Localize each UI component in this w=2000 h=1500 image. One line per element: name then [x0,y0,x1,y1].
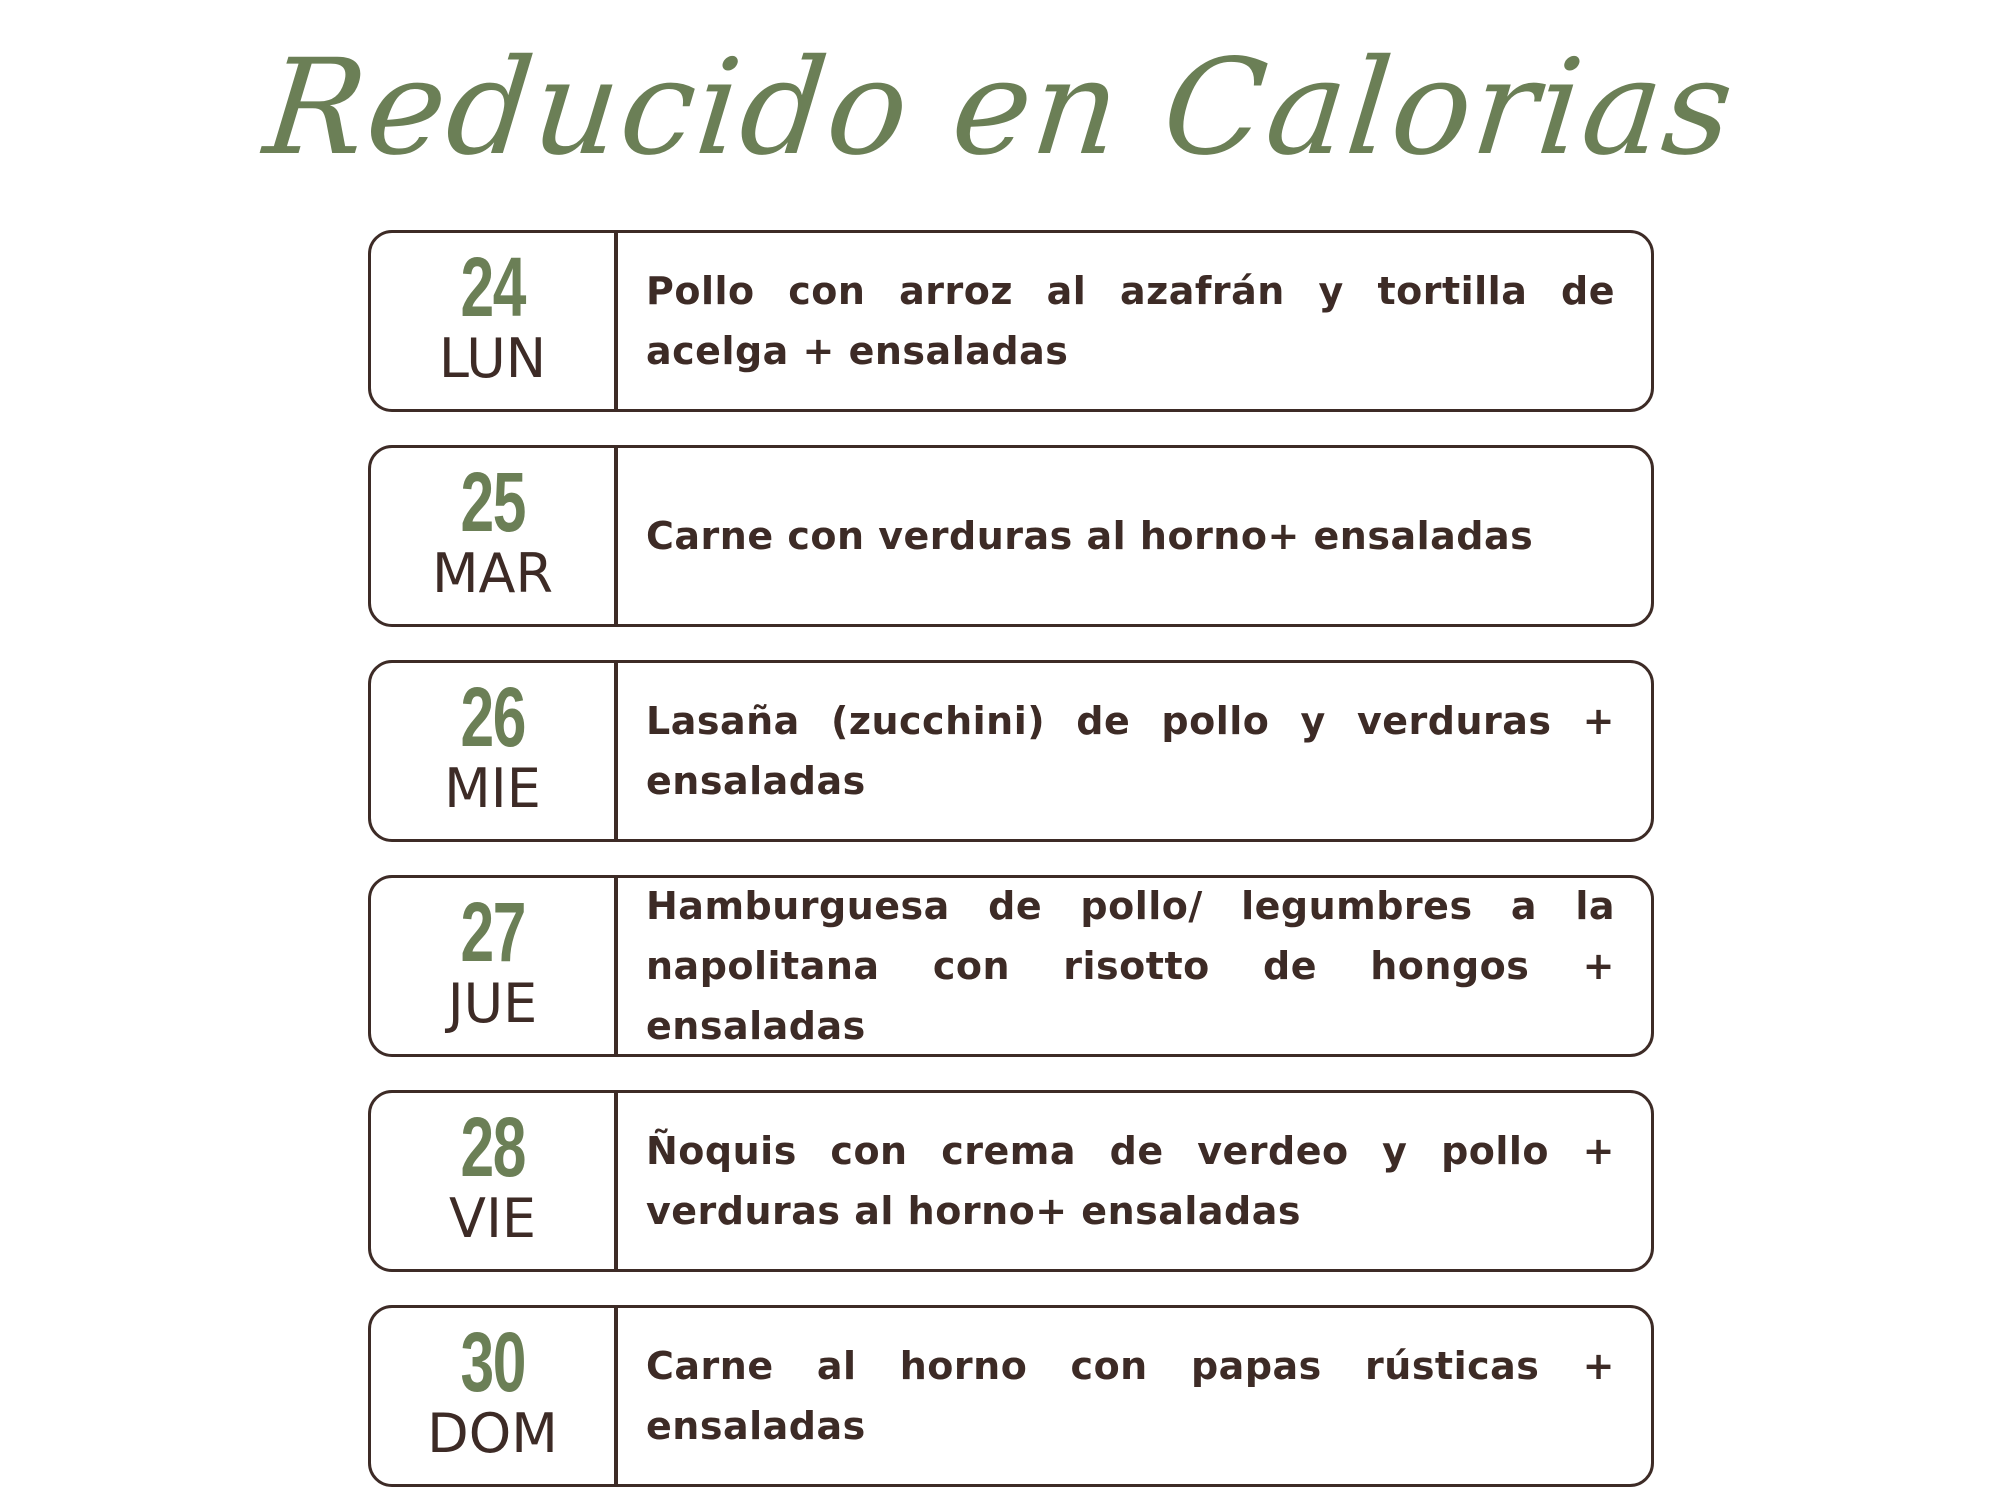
day-name: VIE [449,1187,536,1250]
meal-description: Ñoquis con crema de verdeo y pollo + verduras al horno+ ensaladas [646,1129,1615,1233]
day-name: MAR [431,542,554,605]
menu-row-dom [368,1305,1654,1487]
meal-cell [618,1093,1651,1269]
day-name: DOM [427,1402,558,1465]
meal-cell [618,448,1651,624]
date-cell [371,1308,618,1484]
date-cell [371,448,618,624]
menu-row-mar [368,445,1654,627]
day-number: 27 [460,885,525,979]
day-name: MIE [444,757,541,820]
day-number: 24 [460,240,525,334]
meal-cell [618,878,1651,1054]
menu-row-vie [368,1090,1654,1272]
day-name: JUE [447,972,538,1035]
menu-list [368,230,1654,1487]
date-cell [371,1093,618,1269]
date-cell [371,878,618,1054]
date-cell [371,233,618,409]
meal-description: Pollo con arroz al azafrán y tortilla de acelga + ensaladas [646,269,1615,373]
meal-cell [618,663,1651,839]
day-number: 25 [460,455,525,549]
page-title: Reducido en Calorias [258,31,1742,185]
day-name: LUN [438,327,547,390]
day-number: 30 [460,1315,525,1409]
date-cell [371,663,618,839]
menu-row-jue [368,875,1654,1057]
meal-cell [618,233,1651,409]
meal-description: Hamburguesa de pollo/ legumbres a la napolitana con risotto de hongos + ensaladas [646,884,1615,1048]
menu-row-lun [368,230,1654,412]
meal-cell [618,1308,1651,1484]
meal-description: Carne con verduras al horno+ ensaladas [646,514,1534,558]
day-number: 26 [460,670,525,764]
meal-description: Carne al horno con papas rústicas + ensaladas [646,1344,1615,1448]
menu-row-mie [368,660,1654,842]
meal-description: Lasaña (zucchini) de pollo y verduras + ensaladas [646,699,1615,803]
day-number: 28 [460,1100,525,1194]
